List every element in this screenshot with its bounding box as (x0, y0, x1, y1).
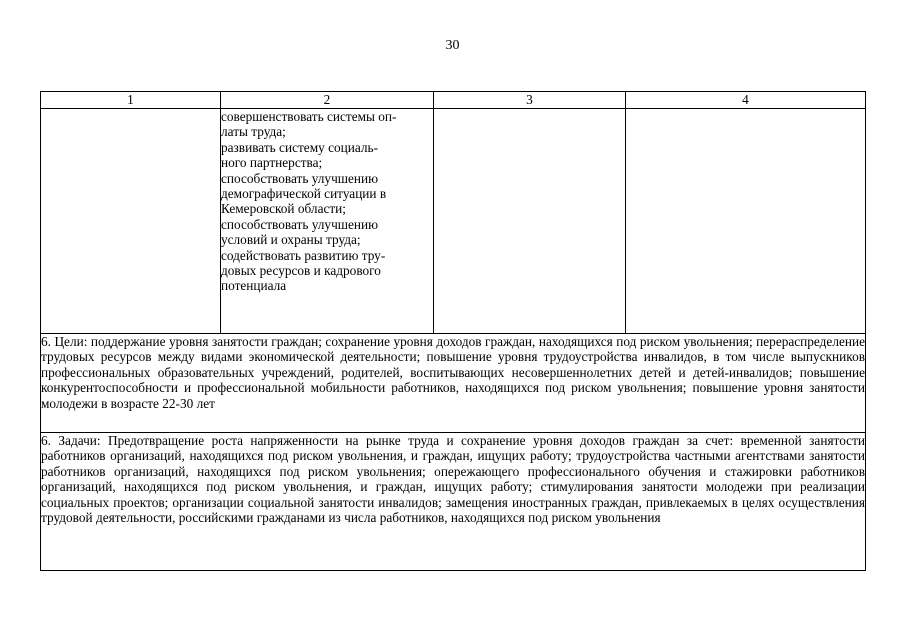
column-header-1: 1 (41, 92, 221, 109)
cell-line: потенциала (221, 278, 287, 294)
page-number: 30 (445, 38, 460, 53)
goals-text: 6. Цели: поддержание уровня занятости граждан; сохранение уровня доходов граждан, находящихся под риском увольнения; перераспределение трудовых ресурсов между видами экономической деятельности; повышение уровня трудоустройства инвалидов, в том числе выпускников профессиональных образовательных учреждений, родителей, воспитывающих несовершеннолетних детей и детей-инвалидов; повышение конкурентоспособности и профессиональной мобильности работников, находящихся под риском увольнения; повышение уровня занятости молодежи в возрасте 22-30 лет (41, 334, 866, 433)
goals-row (41, 334, 866, 433)
table-row (41, 109, 866, 334)
cell-line: способствовать улучшению (221, 170, 379, 186)
cell-line: развивать систему социаль- (221, 139, 379, 155)
column-header-4: 4 (626, 92, 866, 109)
tasks-text: 6. Задачи: Предотвращение роста напряженности на рынке труда и сохранение уровня доходов граждан за счет: временной занятости работников организаций, находящихся под риском увольнения, и граждан, ищущих работу; трудоустройства частными агентствами занятости работников организаций, находящихся под риском увольнения; опережающего профессионального обучения и стажировки работников организаций, находящихся под риском увольнения, и граждан, ищущих работу; стимулирования занятости молодежи при реализации социальных проектов; организации социальной занятости инвалидов; замещения иностранных граждан, привлекаемых в целях осуществления трудовой деятельности, российскими гражданами из числа работников, находящихся под риском увольнения (41, 433, 866, 571)
table-cell-col1 (41, 109, 221, 334)
cell-line: содействовать развитию тру- (221, 247, 386, 263)
tasks-row (41, 433, 866, 571)
cell-line: совершенствовать системы оп- (221, 109, 397, 124)
column-header-2: 2 (221, 92, 434, 109)
cell-line: способствовать улучшению (221, 216, 379, 232)
cell-line: Кемеровской области; (221, 201, 346, 217)
column-header-3: 3 (434, 92, 626, 109)
table-cell-col2 (221, 109, 434, 334)
table-cell-col4 (626, 109, 866, 334)
cell-line: довых ресурсов и кадрового (221, 263, 381, 279)
table-cell-col3 (434, 109, 626, 334)
cell-line: условий и охраны труда; (221, 232, 361, 248)
table-header-row (41, 92, 866, 109)
cell-line: ного партнерства; (221, 155, 323, 171)
program-table (40, 91, 866, 571)
cell-line: демографической ситуации в (221, 186, 387, 202)
cell-line: латы труда; (221, 124, 286, 140)
